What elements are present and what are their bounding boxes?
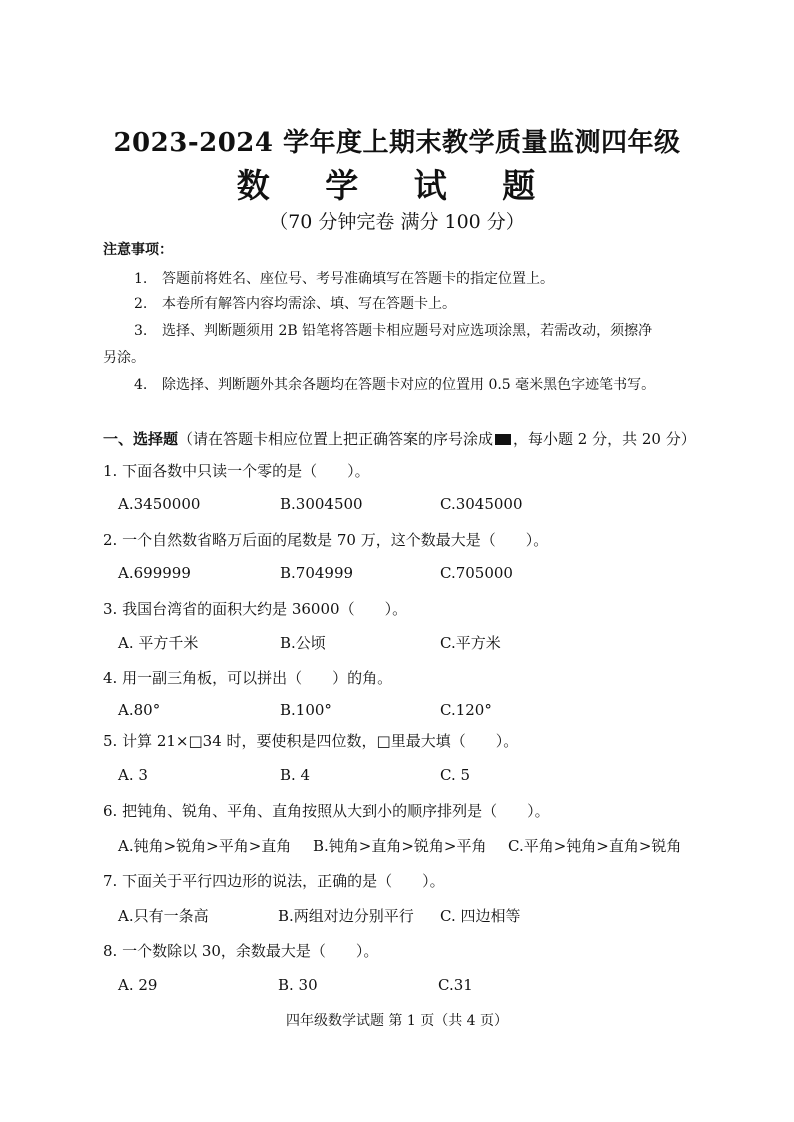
question-stem: 6. 把钝角、锐角、平角、直角按照从大到小的顺序排列是（ ）。 <box>103 802 550 820</box>
option-a: A. 29 <box>118 976 158 994</box>
option-b: B.公顷 <box>280 634 326 652</box>
question-stem: 3. 我国台湾省的面积大约是 36000（ ）。 <box>103 600 408 618</box>
question-options <box>118 632 718 654</box>
option-c: C.3045000 <box>440 495 523 513</box>
option-b: B. 30 <box>278 976 318 994</box>
section-note-before: （请在答题卡相应位置上把正确答案的序号涂成 <box>178 430 494 448</box>
option-b: B.704999 <box>280 564 354 582</box>
option-a: A.钝角>锐角>平角>直角 <box>118 837 292 855</box>
option-a: A. 平方千米 <box>118 634 199 652</box>
question-stem: 8. 一个数除以 30，余数最大是（ ）。 <box>103 942 379 960</box>
question-options <box>118 905 718 927</box>
section-heading <box>103 428 696 449</box>
section-title: 一、选择题 <box>103 430 179 448</box>
section-note-after: ，每小题 2 分，共 20 分） <box>513 430 696 448</box>
note-text: 除选择、判断题外其余各题均在答题卡对应的位置用 0.5 毫米黑色字迹笔书写。 <box>162 377 656 393</box>
question-stem: 7. 下面关于平行四边形的说法，正确的是（ ）。 <box>103 872 445 890</box>
note-number: 2. <box>134 296 148 312</box>
question-stem: 4. 用一副三角板，可以拼出（ ）的角。 <box>103 669 393 687</box>
note-item <box>134 320 652 342</box>
note-number: 1. <box>134 271 148 287</box>
notes-heading: 注意事项： <box>103 242 173 258</box>
option-c: C.平角>钝角>直角>锐角 <box>508 837 682 855</box>
question-stem: 5. 计算 21×□34 时，要使积是四位数，□里最大填（ ）。 <box>103 732 519 750</box>
option-a: A.只有一条高 <box>118 907 209 925</box>
option-c: C. 5 <box>440 766 471 784</box>
option-c: C. 四边相等 <box>440 907 521 925</box>
option-c: C.120° <box>440 701 492 719</box>
note-item <box>134 374 655 396</box>
note-text: 本卷所有解答内容均需涂、填、写在答题卡上。 <box>162 296 456 312</box>
option-b: B. 4 <box>280 766 311 784</box>
question-options <box>118 564 718 586</box>
note-continuation: 另涂。 <box>103 350 145 366</box>
option-a: A.699999 <box>118 564 191 582</box>
question-options <box>118 701 718 723</box>
option-c: C.705000 <box>440 564 513 582</box>
option-a: A.3450000 <box>118 495 201 513</box>
question-stem: 2. 一个自然数省略万后面的尾数是 70 万，这个数最大是（ ）。 <box>103 531 549 549</box>
exam-subject: 数 学 试 题 <box>236 166 558 205</box>
exam-info: （70 分钟完卷 满分 100 分） <box>269 211 525 233</box>
exam-title: 2023-2024 学年度上期末教学质量监测四年级 <box>113 128 681 158</box>
question-options <box>118 495 718 517</box>
option-a: A. 3 <box>118 766 148 784</box>
option-b: B.100° <box>280 701 332 719</box>
note-number: 3. <box>134 323 148 339</box>
option-b: B.钝角>直角>锐角>平角 <box>313 837 487 855</box>
question-options <box>118 766 718 788</box>
option-b: B.两组对边分别平行 <box>278 907 414 925</box>
option-c: C.31 <box>438 976 473 994</box>
option-a: A.80° <box>118 701 161 719</box>
filled-box-icon <box>495 434 511 445</box>
option-c: C.平方米 <box>440 634 501 652</box>
note-number: 4. <box>134 377 148 393</box>
note-text: 选择、判断题须用 2B 铅笔将答题卡相应题号对应选项涂黑，若需改动，须擦净 <box>162 323 653 339</box>
page-footer: 四年级数学试题 第 1 页（共 4 页） <box>285 1013 509 1029</box>
note-item <box>134 293 456 315</box>
question-stem: 1. 下面各数中只读一个零的是（ ）。 <box>103 462 370 480</box>
question-options <box>118 835 718 857</box>
note-item <box>134 268 554 290</box>
option-b: B.3004500 <box>280 495 363 513</box>
note-text: 答题前将姓名、座位号、考号准确填写在答题卡的指定位置上。 <box>162 271 554 287</box>
question-options <box>118 976 718 998</box>
